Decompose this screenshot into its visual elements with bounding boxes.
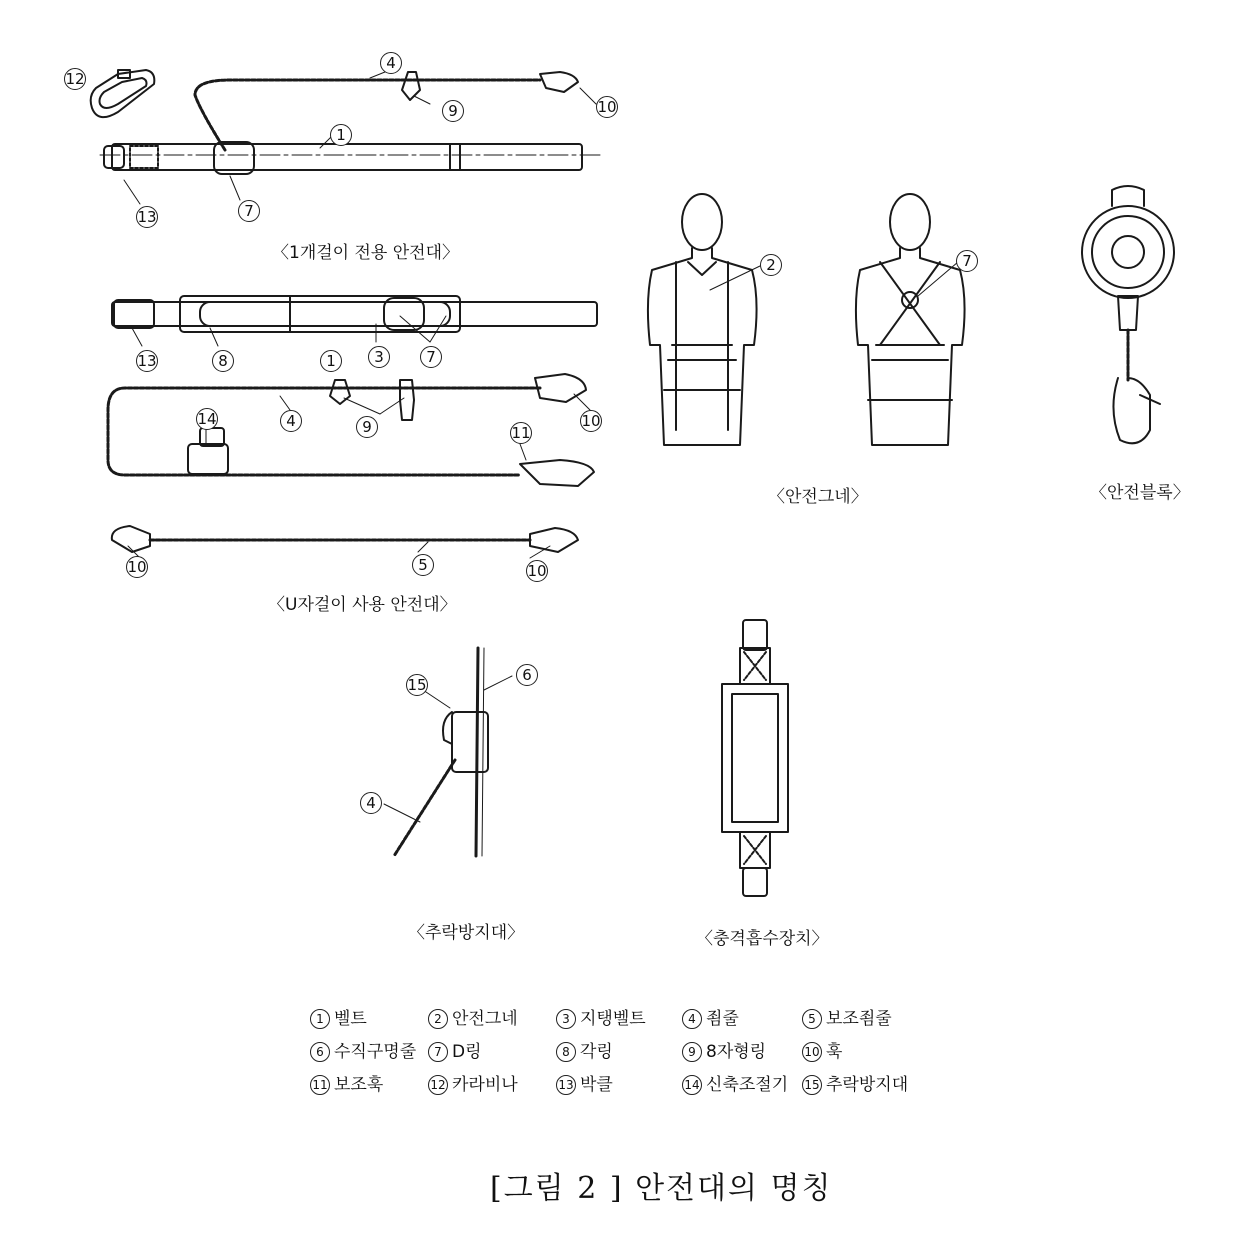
shock-absorber-drawing — [722, 620, 788, 896]
legend-item — [556, 1004, 646, 1029]
marker-4-arrester: 4 — [360, 792, 382, 814]
carabiner-drawing — [91, 70, 155, 117]
legend-item — [310, 1070, 383, 1095]
legend-num: 6 — [310, 1042, 330, 1062]
marker-10: 10 — [597, 98, 617, 116]
single-hook-lanyard-drawing — [195, 72, 578, 150]
legend-label: 8자형링 — [706, 1042, 767, 1062]
legend-label: 보조훅 — [334, 1075, 384, 1095]
legend-item — [802, 1070, 908, 1095]
legend-item — [428, 1004, 518, 1029]
legend-item — [802, 1037, 842, 1062]
marker-10-u: 10 — [581, 412, 601, 430]
marker-6: 6 — [516, 664, 538, 686]
legend-item — [682, 1037, 766, 1062]
legend-label: 지탱벨트 — [580, 1009, 646, 1029]
marker-10-right: 10 — [527, 562, 547, 580]
figure-caption: [그림 2 ] 안전대의 명칭 — [490, 1171, 833, 1206]
legend-label: 박클 — [580, 1075, 613, 1095]
u-belt-drawing — [112, 296, 597, 332]
legend-num: 8 — [556, 1042, 576, 1062]
marker-9: 9 — [442, 100, 464, 122]
legend-label: 수직구명줄 — [334, 1042, 417, 1062]
legend-item — [802, 1004, 892, 1029]
marker-9-u: 9 — [356, 416, 378, 438]
marker-14: 14 — [197, 410, 217, 428]
panel-title-fall-arrester: 〈추락방지대〉 — [408, 923, 525, 943]
marker-7: 7 — [238, 200, 260, 222]
panel-title-u-hook: 〈U자걸이 사용 안전대〉 — [268, 595, 457, 615]
marker-4: 4 — [380, 52, 402, 74]
auxiliary-lanyard-drawing — [112, 526, 578, 552]
legend-num: 13 — [556, 1075, 576, 1095]
marker-1-u: 1 — [320, 350, 342, 372]
panel-title-single-hook: 〈1개걸이 전용 안전대〉 — [272, 243, 459, 263]
leader-lines — [124, 70, 958, 822]
legend-label: 카라비나 — [452, 1075, 518, 1095]
marker-2: 2 — [760, 254, 782, 276]
legend-num: 14 — [682, 1075, 702, 1095]
legend-item — [310, 1004, 367, 1029]
legend-label: 각링 — [580, 1042, 613, 1062]
legend-num: 4 — [682, 1009, 702, 1029]
legend-item — [428, 1070, 518, 1095]
legend-num: 2 — [428, 1009, 448, 1029]
legend-item — [556, 1037, 613, 1062]
legend-label: 신축조절기 — [706, 1075, 789, 1095]
legend-item — [428, 1037, 482, 1062]
legend-label: 훅 — [826, 1042, 843, 1062]
single-belt-drawing — [100, 142, 600, 174]
marker-12: 12 — [65, 70, 85, 88]
panel-title-block: 〈안전블록〉 — [1090, 483, 1190, 503]
legend-num: 5 — [802, 1009, 822, 1029]
marker-3: 3 — [368, 346, 390, 368]
marker-7-harness: 7 — [956, 250, 978, 272]
back-harness-drawing — [856, 194, 965, 445]
legend-num: 11 — [310, 1075, 330, 1095]
marker-15: 15 — [407, 676, 427, 694]
legend-label: 추락방지대 — [826, 1075, 909, 1095]
legend-num: 1 — [310, 1009, 330, 1029]
legend-label: 보조죔줄 — [826, 1009, 892, 1029]
safety-block-drawing — [1082, 186, 1174, 443]
marker-13: 13 — [137, 208, 157, 226]
legend-item — [556, 1070, 613, 1095]
marker-13-u: 13 — [137, 352, 157, 370]
legend-num: 10 — [802, 1042, 822, 1062]
legend-num: 9 — [682, 1042, 702, 1062]
legend-item — [682, 1070, 788, 1095]
marker-10-left: 10 — [127, 558, 147, 576]
marker-4-u: 4 — [280, 410, 302, 432]
legend-label: 죔줄 — [706, 1009, 739, 1029]
legend-num: 7 — [428, 1042, 448, 1062]
marker-7-u: 7 — [420, 346, 442, 368]
legend-num: 3 — [556, 1009, 576, 1029]
legend-label: 벨트 — [334, 1009, 367, 1029]
legend-num: 15 — [802, 1075, 822, 1095]
front-harness-drawing — [648, 194, 757, 445]
marker-11: 11 — [511, 424, 531, 442]
marker-1: 1 — [330, 124, 352, 146]
legend-label: D링 — [452, 1042, 482, 1062]
legend-item — [682, 1004, 739, 1029]
marker-5: 5 — [412, 554, 434, 576]
panel-title-harness: 〈안전그네〉 — [768, 487, 868, 507]
marker-8: 8 — [212, 350, 234, 372]
legend-num: 12 — [428, 1075, 448, 1095]
legend-item — [310, 1037, 416, 1062]
legend-label: 안전그네 — [452, 1009, 518, 1029]
panel-title-shock-absorber: 〈충격흡수장치〉 — [696, 929, 829, 949]
